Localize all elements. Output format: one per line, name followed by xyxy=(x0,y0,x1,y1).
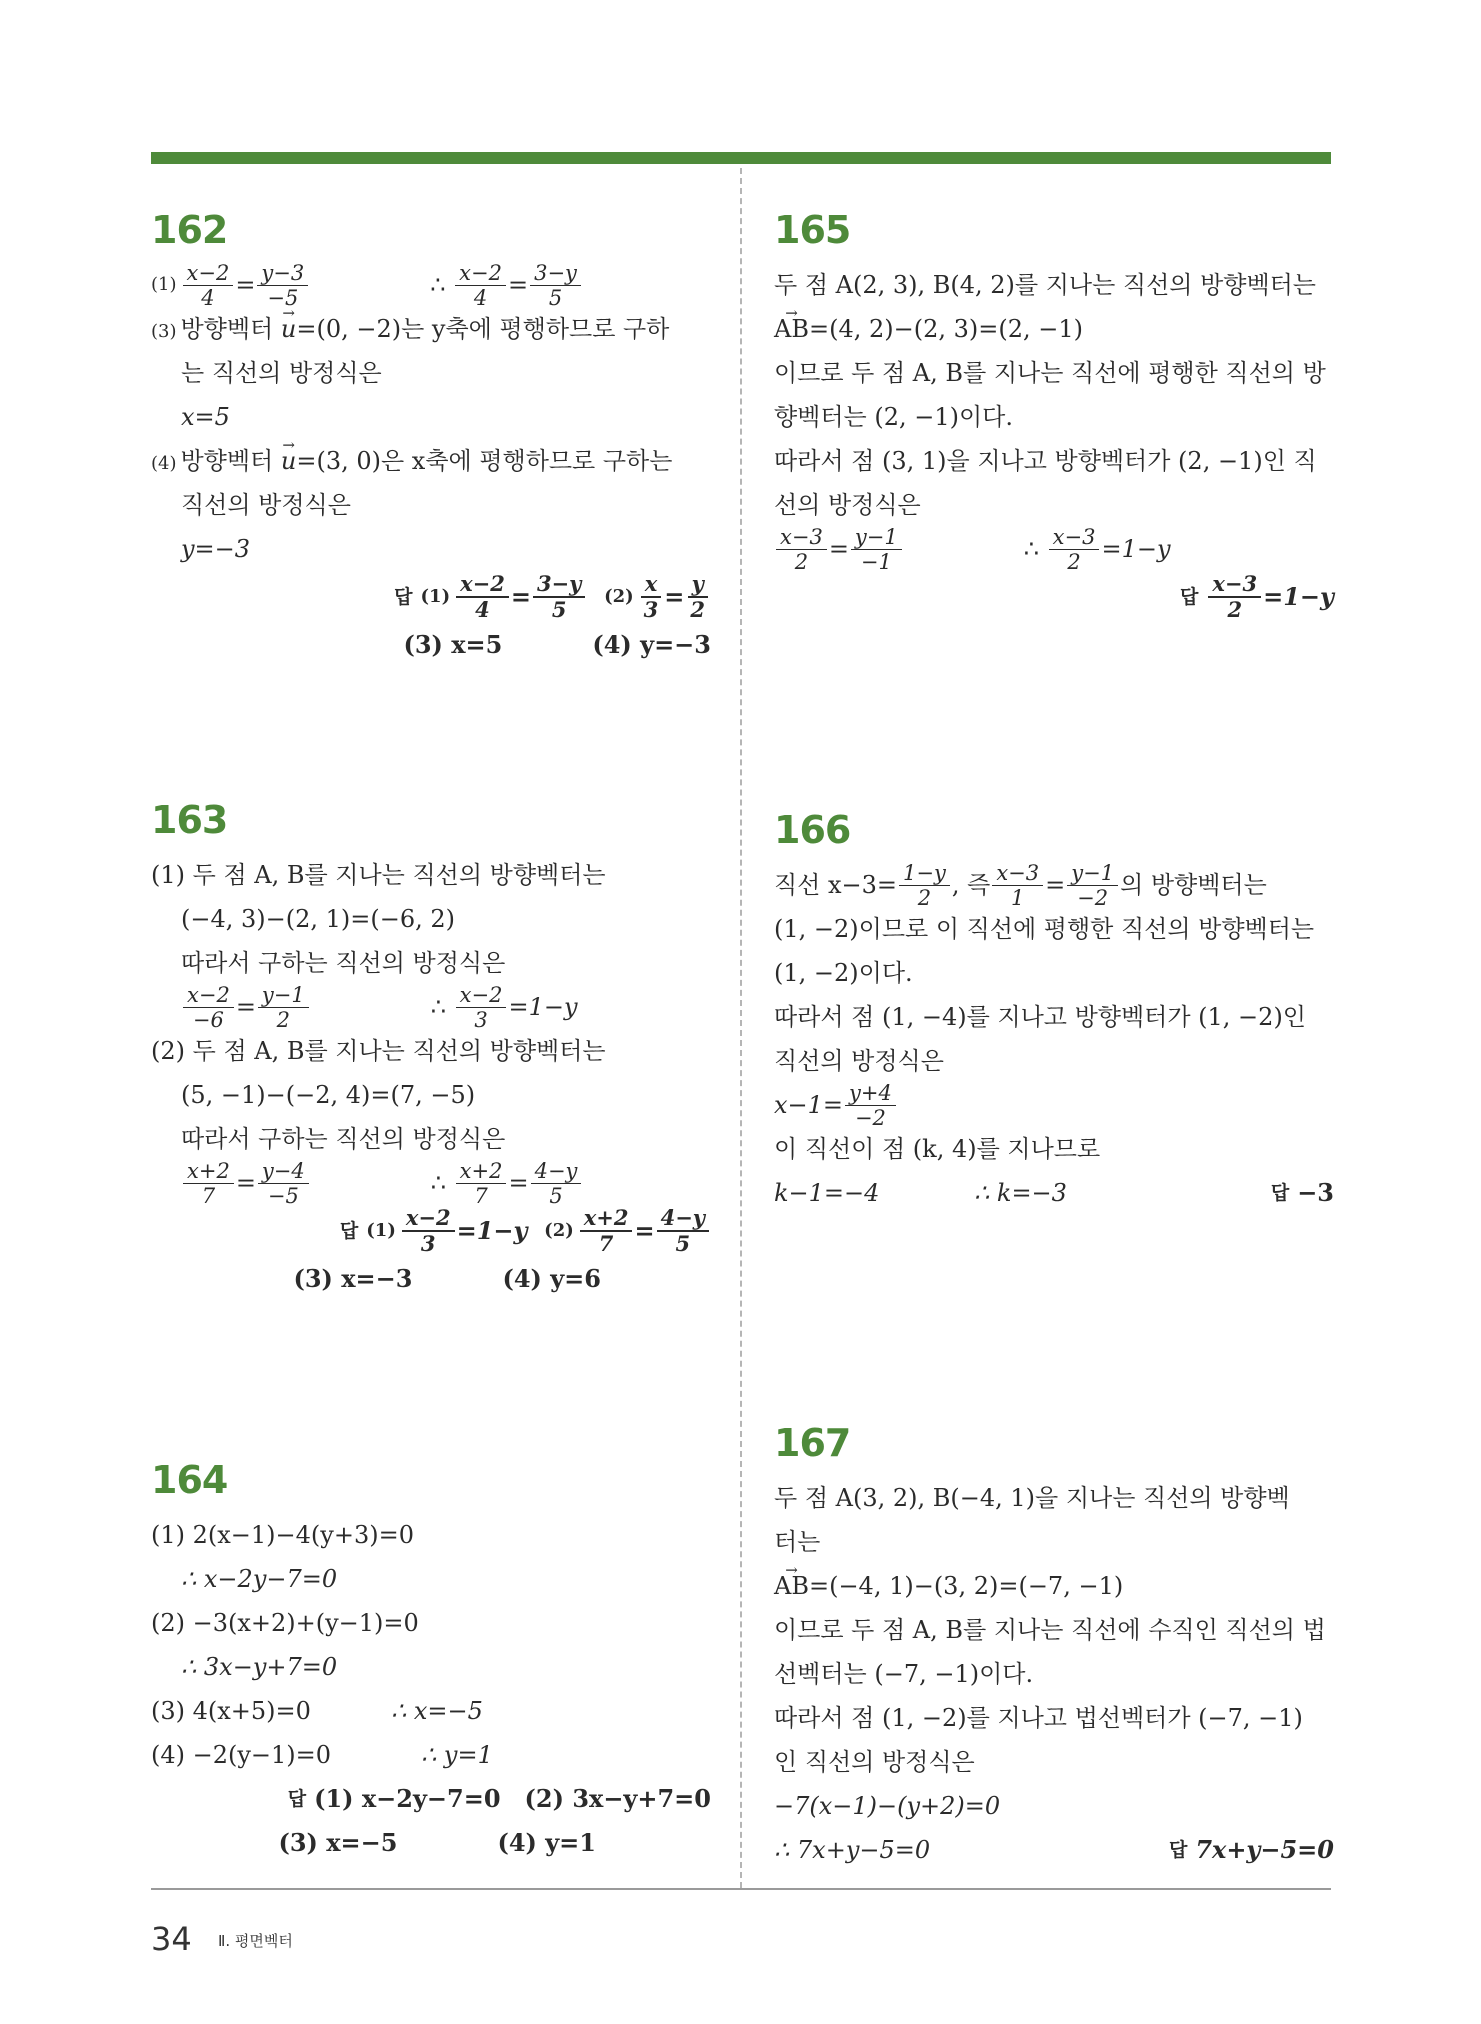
vector-ab: → AB xyxy=(774,307,809,351)
solution-line: 직선의 방정식은 xyxy=(181,491,351,519)
solution-line: 이 직선이 점 (k, 4)를 지나므로 xyxy=(774,1135,1101,1163)
solution-line: 따라서 점 (3, 1)을 지나고 방향벡터가 (2, −1)인 직 xyxy=(774,447,1317,475)
problem-162 xyxy=(151,205,711,667)
solution-line: $\frac{x-2}{-6}$ = $\frac{y-1}{2}$ ∴ $\frac{x-2}{3}$ =1−y xyxy=(151,985,711,1029)
solution-line: (4) −2(y−1)=0 ∴ y=1 xyxy=(151,1741,493,1769)
solution-line: 두 점 A(3, 2), B(−4, 1)을 지나는 직선의 방향벡 xyxy=(774,1484,1290,1512)
solution-line: 는 직선의 방정식은 xyxy=(181,359,382,387)
solution-line: → AB=(4, 2)−(2, 3)=(2, −1) xyxy=(774,307,1334,351)
solution-line: $\frac{x-3}{2}$ = $\frac{y-1}{-1}$ ∴ $\frac{x-3}{2}$ =1−y xyxy=(774,527,1334,571)
solution-line: ∴ 3x−y+7=0 xyxy=(181,1653,338,1681)
solution-line: 두 점 A(2, 3), B(4, 2)를 지나는 직선의 방향벡터는 xyxy=(774,271,1316,299)
answer-value: −3 xyxy=(1297,1178,1334,1207)
solution-line: (1) $\frac{x-2}{4}$ = $\frac{y-3}{-5}$ ∴ $\frac{x-2}{4}$ = $\frac{3-y}{5}$ xyxy=(151,263,711,307)
solution-line: 따라서 점 (1, −4)를 지나고 방향벡터가 (1, −2)인 xyxy=(774,1003,1306,1031)
solution-line: 인 직선의 방정식은 xyxy=(774,1748,975,1776)
vector-ab: → AB xyxy=(774,1564,809,1608)
answer: 답 $\frac{x-3}{2}$ =1−y xyxy=(1180,571,1334,622)
solution-line: (1, −2)이므로 이 직선에 평행한 직선의 방향벡터는 xyxy=(774,915,1315,943)
fraction: $\frac{x-2}{4}$ xyxy=(183,261,234,310)
problem-167 xyxy=(774,1418,1334,1872)
solution-line: k−1=−4 ∴ k=−3 답 −3 xyxy=(774,1171,1334,1215)
solution-line: 직선 x−3= $\frac{1-y}{2}$ , 즉 $\frac{x-3}{1}$ = $\frac{y-1}{-2}$ 의 방향벡터는 xyxy=(774,860,1267,910)
solution-line: x=5 xyxy=(181,403,230,431)
answer: (3) x=5 (4) y=−3 xyxy=(403,630,711,659)
solution-line: −7(x−1)−(y+2)=0 xyxy=(774,1792,1001,1820)
solution-line: 이므로 두 점 A, B를 지나는 직선에 평행한 직선의 방 xyxy=(774,359,1326,387)
problem-number: 163 xyxy=(151,798,228,842)
solution-line: 직선의 방정식은 xyxy=(774,1047,944,1075)
solution-line: 따라서 점 (1, −2)를 지나고 법선벡터가 (−7, −1) xyxy=(774,1704,1303,1732)
footer-rule xyxy=(151,1888,1331,1890)
vector-u: → u xyxy=(281,439,296,483)
solution-line: (5, −1)−(−2, 4)=(7, −5) xyxy=(181,1081,476,1109)
solution-line: 따라서 구하는 직선의 방정식은 xyxy=(181,1125,506,1153)
solution-line: 선의 방정식은 xyxy=(774,491,921,519)
answer: 답 (1) $\frac{x-2}{3}$ =1−y (2) $\frac{x+2}{7}$ = $\frac{4-y}{5}$ xyxy=(151,1205,711,1257)
fraction: $\frac{3-y}{5}$ xyxy=(530,261,581,310)
header-bar xyxy=(151,152,1331,164)
answer: 답 xyxy=(1270,1182,1290,1204)
solution-line: (1) 2(x−1)−4(y+3)=0 xyxy=(151,1521,414,1549)
solution-line: $\frac{x+2}{7}$ = $\frac{y-4}{-5}$ ∴ $\frac{x+2}{7}$ = $\frac{4-y}{5}$ xyxy=(151,1161,711,1205)
solution-line: 향벡터는 (2, −1)이다. xyxy=(774,403,1013,431)
fraction: $\frac{x-2}{4}$ xyxy=(455,261,506,310)
solution-line: ∴ 7x+y−5=0 답 7x+y−5=0 xyxy=(774,1828,1334,1872)
solution-line: (1) 두 점 A, B를 지나는 직선의 방향벡터는 xyxy=(151,861,606,889)
problem-163 xyxy=(151,795,711,1301)
solution-line: y=−3 xyxy=(181,535,251,563)
solution-line: (1, −2)이다. xyxy=(774,959,913,987)
answer-value: 7x+y−5=0 xyxy=(1195,1835,1334,1864)
solution-line: 선벡터는 (−7, −1)이다. xyxy=(774,1660,1034,1688)
solution-line: (−4, 3)−(2, 1)=(−6, 2) xyxy=(181,905,456,933)
problem-166 xyxy=(774,805,1334,1215)
solution-line: x−1= $\frac{y+4}{-2}$ xyxy=(774,1083,1334,1127)
answer: 답 (1) x−2y−7=0 (2) 3x−y+7=0 xyxy=(287,1784,711,1813)
answer: 답 xyxy=(1168,1839,1188,1861)
answer: (3) x=−3 (4) y=6 xyxy=(293,1264,601,1293)
solution-line: (3) 방향벡터 → u=(0, −2)는 y축에 평행하므로 구하 xyxy=(151,307,711,351)
solution-line: (2) −3(x+2)+(y−1)=0 xyxy=(151,1609,419,1637)
solution-line: 이므로 두 점 A, B를 지나는 직선에 수직인 직선의 법 xyxy=(774,1616,1326,1644)
solution-line: 터는 xyxy=(774,1528,821,1556)
solution-line: (3) 4(x+5)=0 ∴ x=−5 xyxy=(151,1697,483,1725)
solution-line: ∴ x−2y−7=0 xyxy=(181,1565,338,1593)
item-tag: (1) xyxy=(151,274,177,295)
solution-line: (4) 방향벡터 → u=(3, 0)은 x축에 평행하므로 구하는 xyxy=(151,439,711,483)
problem-number: 164 xyxy=(151,1458,228,1502)
chapter-title: Ⅱ. 평면벡터 xyxy=(218,1932,293,1950)
problem-number: 162 xyxy=(151,208,228,252)
problem-164 xyxy=(151,1455,711,1865)
problem-number: 165 xyxy=(774,208,851,252)
answer: 답 (1) $\frac{x-2}{4}$ = $\frac{3-y}{5}$ (2) $\frac{x}{3}$ = $\frac{y}{2}$ xyxy=(151,571,711,623)
page-number: 34 xyxy=(151,1920,192,1958)
column-divider xyxy=(740,168,742,1888)
problem-165 xyxy=(774,205,1334,623)
fraction: $\frac{y-3}{-5}$ xyxy=(257,261,308,310)
problem-number: 167 xyxy=(774,1421,851,1465)
solution-line: (2) 두 점 A, B를 지나는 직선의 방향벡터는 xyxy=(151,1037,606,1065)
solution-line: → AB=(−4, 1)−(3, 2)=(−7, −1) xyxy=(774,1564,1334,1608)
solution-line: 따라서 구하는 직선의 방정식은 xyxy=(181,949,506,977)
vector-u: → u xyxy=(281,307,296,351)
problem-number: 166 xyxy=(774,808,851,852)
answer: (3) x=−5 (4) y=1 xyxy=(278,1828,596,1857)
